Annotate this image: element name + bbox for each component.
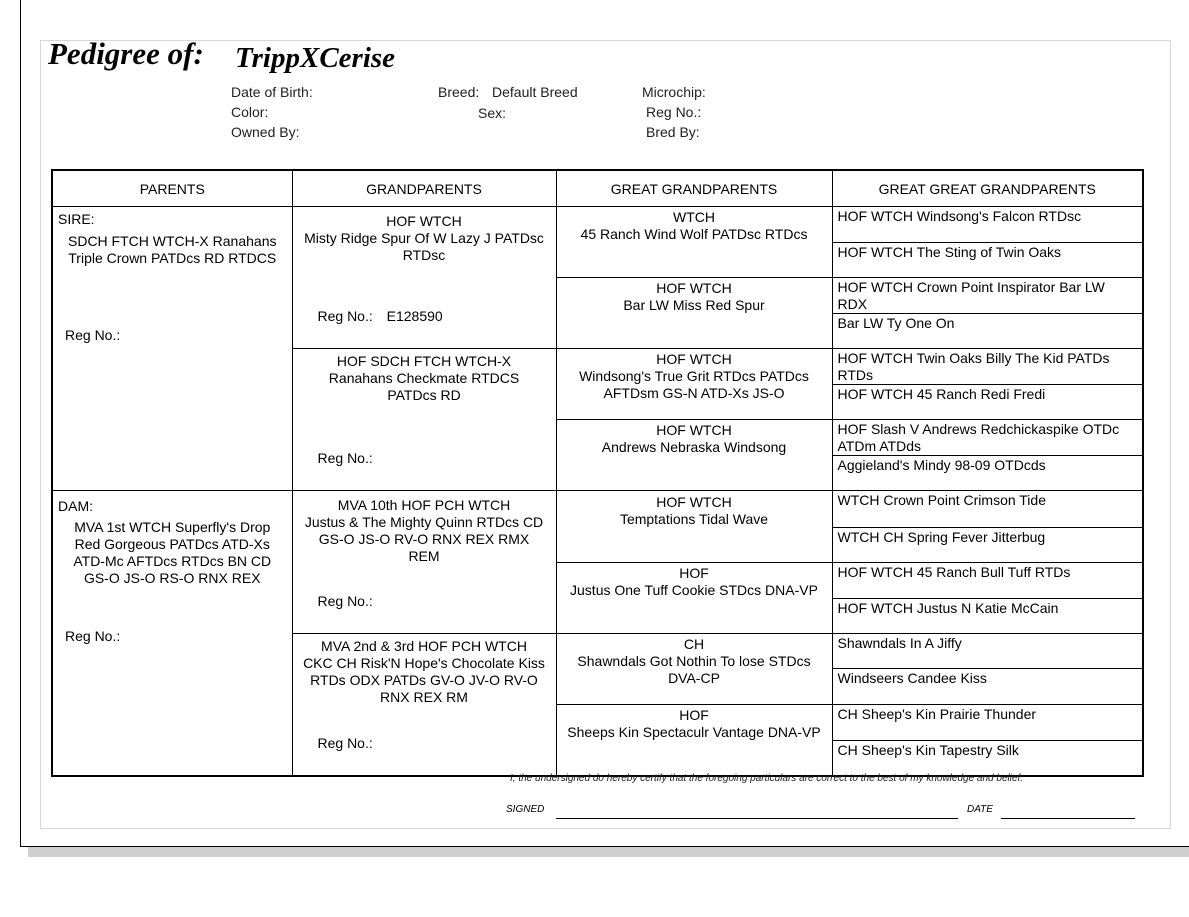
sire-role-label: SIRE: (58, 211, 95, 227)
column-header-row (52, 170, 1143, 207)
great-great-grandparent-cell (832, 385, 1143, 420)
grandparent-name: Justus & The Mighty Quinn RTDcs CD GS-O JS-O RV-O RNX REX RMX REM (304, 514, 544, 564)
great-grandparent-cell (556, 420, 832, 491)
great-grandparent-title: WTCH (673, 209, 715, 225)
breed-value: Default Breed (492, 84, 578, 100)
page-shadow (28, 847, 1189, 857)
great-great-grandparent-cell (832, 456, 1143, 491)
microchip-label: Microchip: (642, 84, 706, 100)
reg-no-label: Reg No.: (646, 104, 702, 120)
grandparent-name: Ranahans Checkmate RTDCS PATDcs RD (328, 370, 520, 403)
grandparent-title: MVA 10th HOF PCH WTCH (337, 497, 511, 513)
great-grandparent-name: Temptations Tidal Wave (619, 511, 769, 527)
signed-label: SIGNED (506, 804, 545, 815)
great-great-grandparent-cell (832, 278, 1143, 314)
grandparent-reg-label: Reg No.: (317, 450, 373, 466)
great-grandparent-name: 45 Ranch Wind Wolf PATDsc RTDcs (580, 226, 808, 242)
grandparent-reg-no (318, 450, 373, 466)
column-header-great-great-grandparents: GREAT GREAT GRANDPARENTS (832, 170, 1143, 207)
bred-by-label: Bred By: (646, 124, 700, 140)
grandparent-name: CKC CH Risk'N Hope's Chocolate Kiss RTDs ODX PATDs GV-O JV-O RV-O RNX REX RM (303, 655, 545, 705)
great-great-grandparent-cell (832, 242, 1143, 278)
grandparent-title: HOF SDCH FTCH WTCH-X (336, 353, 512, 369)
date-line[interactable] (1001, 818, 1135, 819)
great-grandparent-name: Windsong's True Grit RTDcs PATDcs AFTDsm GS-N ATD-Xs JS-O (579, 368, 809, 401)
sire-reg-no (65, 327, 120, 343)
dam-name: MVA 1st WTCH Superfly's Drop Red Gorgeous PATDcs ATD-Xs ATD-Mc AFTDcs RTDcs BN CD GS-O JS-O RS-O RNX REX (73, 519, 272, 586)
great-great-grandparent-cell (832, 563, 1143, 599)
great-great-grandparent-name: HOF WTCH Crown Point Inspirator Bar LW RDX (837, 279, 1105, 312)
column-header-great-grandparents: GREAT GRANDPARENTS (556, 170, 832, 207)
column-header-parents: PARENTS (52, 170, 292, 207)
sire-reg-label: Reg No.: (65, 327, 121, 343)
pedigree-title-label: Pedigree of: (48, 36, 204, 71)
great-grandparent-cell (556, 207, 832, 278)
great-great-grandparent-cell (832, 527, 1143, 563)
great-grandparent-cell (556, 563, 832, 634)
great-great-grandparent-name: HOF Slash V Andrews Redchickaspike OTDc ATDm ATDds (837, 421, 1120, 454)
great-great-grandparent-name: CH Sheep's Kin Prairie Thunder (837, 706, 1037, 722)
sex-label: Sex: (478, 105, 507, 121)
great-grandparent-name: Shawndals Got Nothin To lose STDcs DVA-CP (577, 653, 811, 686)
grandparent-reg-no (318, 593, 373, 609)
great-great-grandparent-name: HOF WTCH The Sting of Twin Oaks (837, 243, 1062, 260)
color-label: Color: (231, 104, 269, 120)
great-grandparent-cell (556, 705, 832, 777)
dog-name: TrippXCerise (235, 42, 396, 74)
great-grandparent-cell (556, 278, 832, 349)
great-great-grandparent-name: HOF WTCH Justus N Katie McCain (837, 600, 1059, 616)
grandparent-reg-no (318, 735, 373, 751)
signature-line[interactable] (556, 818, 958, 819)
dam-reg-no (65, 628, 120, 644)
great-grandparent-name: Bar LW Miss Red Spur (623, 297, 765, 313)
grandparent-reg-value: E128590 (386, 308, 443, 324)
great-great-grandparent-cell (832, 669, 1143, 705)
great-great-grandparent-name: Shawndals In A Jiffy (837, 635, 962, 651)
grandparent-reg-label: Reg No.: (317, 308, 373, 324)
great-great-grandparent-cell (832, 599, 1143, 634)
great-great-grandparent-name: HOF WTCH Twin Oaks Billy The Kid PATDs RTDs (837, 350, 1110, 383)
great-great-grandparent-name: Bar LW Ty One On (837, 315, 955, 331)
great-great-grandparent-name: WTCH Crown Point Crimson Tide (837, 492, 1046, 508)
grandparent-reg-label: Reg No.: (317, 593, 373, 609)
grandparent-reg-no (318, 308, 443, 324)
column-header-grandparents: GRANDPARENTS (292, 170, 556, 207)
great-grandparent-title: HOF (679, 707, 709, 723)
great-grandparent-cell (556, 491, 832, 563)
dam-role-label: DAM: (58, 498, 93, 514)
grandparent-title: HOF WTCH (386, 213, 462, 229)
grandparent-cell (292, 634, 556, 777)
great-great-grandparent-cell (832, 705, 1143, 741)
great-great-grandparent-name: HOF WTCH Windsong's Falcon RTDsc (837, 208, 1082, 224)
great-great-grandparent-name: HOF WTCH 45 Ranch Bull Tuff RTDs (837, 564, 1071, 580)
great-grandparent-title: HOF WTCH (656, 351, 732, 367)
great-great-grandparent-cell (832, 491, 1143, 528)
great-great-grandparent-cell (832, 207, 1143, 243)
great-great-grandparent-cell (832, 314, 1143, 349)
great-grandparent-title: HOF WTCH (656, 280, 732, 296)
great-grandparent-cell (556, 634, 832, 705)
great-grandparent-name: Justus One Tuff Cookie STDcs DNA-VP (570, 582, 818, 598)
date-label: DATE (967, 804, 993, 815)
great-grandparent-name: Sheeps Kin Spectaculr Vantage DNA-VP (567, 724, 821, 740)
great-grandparent-name: Andrews Nebraska Windsong (601, 439, 787, 455)
great-grandparent-cell (556, 349, 832, 420)
date-of-birth-label: Date of Birth: (231, 84, 313, 100)
great-great-grandparent-cell (832, 420, 1143, 456)
grandparent-cell (292, 207, 556, 349)
great-grandparent-title: HOF (679, 565, 709, 581)
great-grandparent-title: CH (683, 636, 705, 652)
dam-cell (52, 491, 292, 777)
great-great-grandparent-name: Windseers Candee Kiss (837, 670, 987, 686)
owned-by-label: Owned By: (231, 124, 300, 140)
grandparent-reg-label: Reg No.: (317, 735, 373, 751)
breed-label: Breed: (438, 84, 480, 100)
certification-statement: I, the undersigned do hereby certify that the foregoing particulars are correct to the best of my knowledge and belief. (510, 773, 1024, 784)
great-grandparent-title: HOF WTCH (656, 422, 732, 438)
sire-name: SDCH FTCH WTCH-X Ranahans Triple Crown PATDcs RD RTDCS (68, 233, 277, 266)
great-grandparent-title: HOF WTCH (656, 494, 732, 510)
great-great-grandparent-name: WTCH CH Spring Fever Jitterbug (837, 528, 1046, 545)
dam-reg-label: Reg No.: (65, 628, 121, 644)
pedigree-table (51, 169, 1144, 777)
great-great-grandparent-name: Aggieland's Mindy 98-09 OTDcds (837, 457, 1046, 473)
grandparent-cell (292, 349, 556, 491)
sire-cell (52, 207, 292, 491)
great-great-grandparent-name: HOF WTCH 45 Ranch Redi Fredi (837, 386, 1046, 402)
grandparent-name: Misty Ridge Spur Of W Lazy J PATDsc RTDsc (304, 230, 544, 263)
great-great-grandparent-cell (832, 634, 1143, 669)
great-great-grandparent-cell (832, 349, 1143, 385)
great-great-grandparent-cell (832, 740, 1143, 776)
grandparent-title: MVA 2nd & 3rd HOF PCH WTCH (321, 638, 527, 654)
grandparent-cell (292, 491, 556, 634)
great-great-grandparent-name: CH Sheep's Kin Tapestry Silk (837, 741, 1019, 758)
